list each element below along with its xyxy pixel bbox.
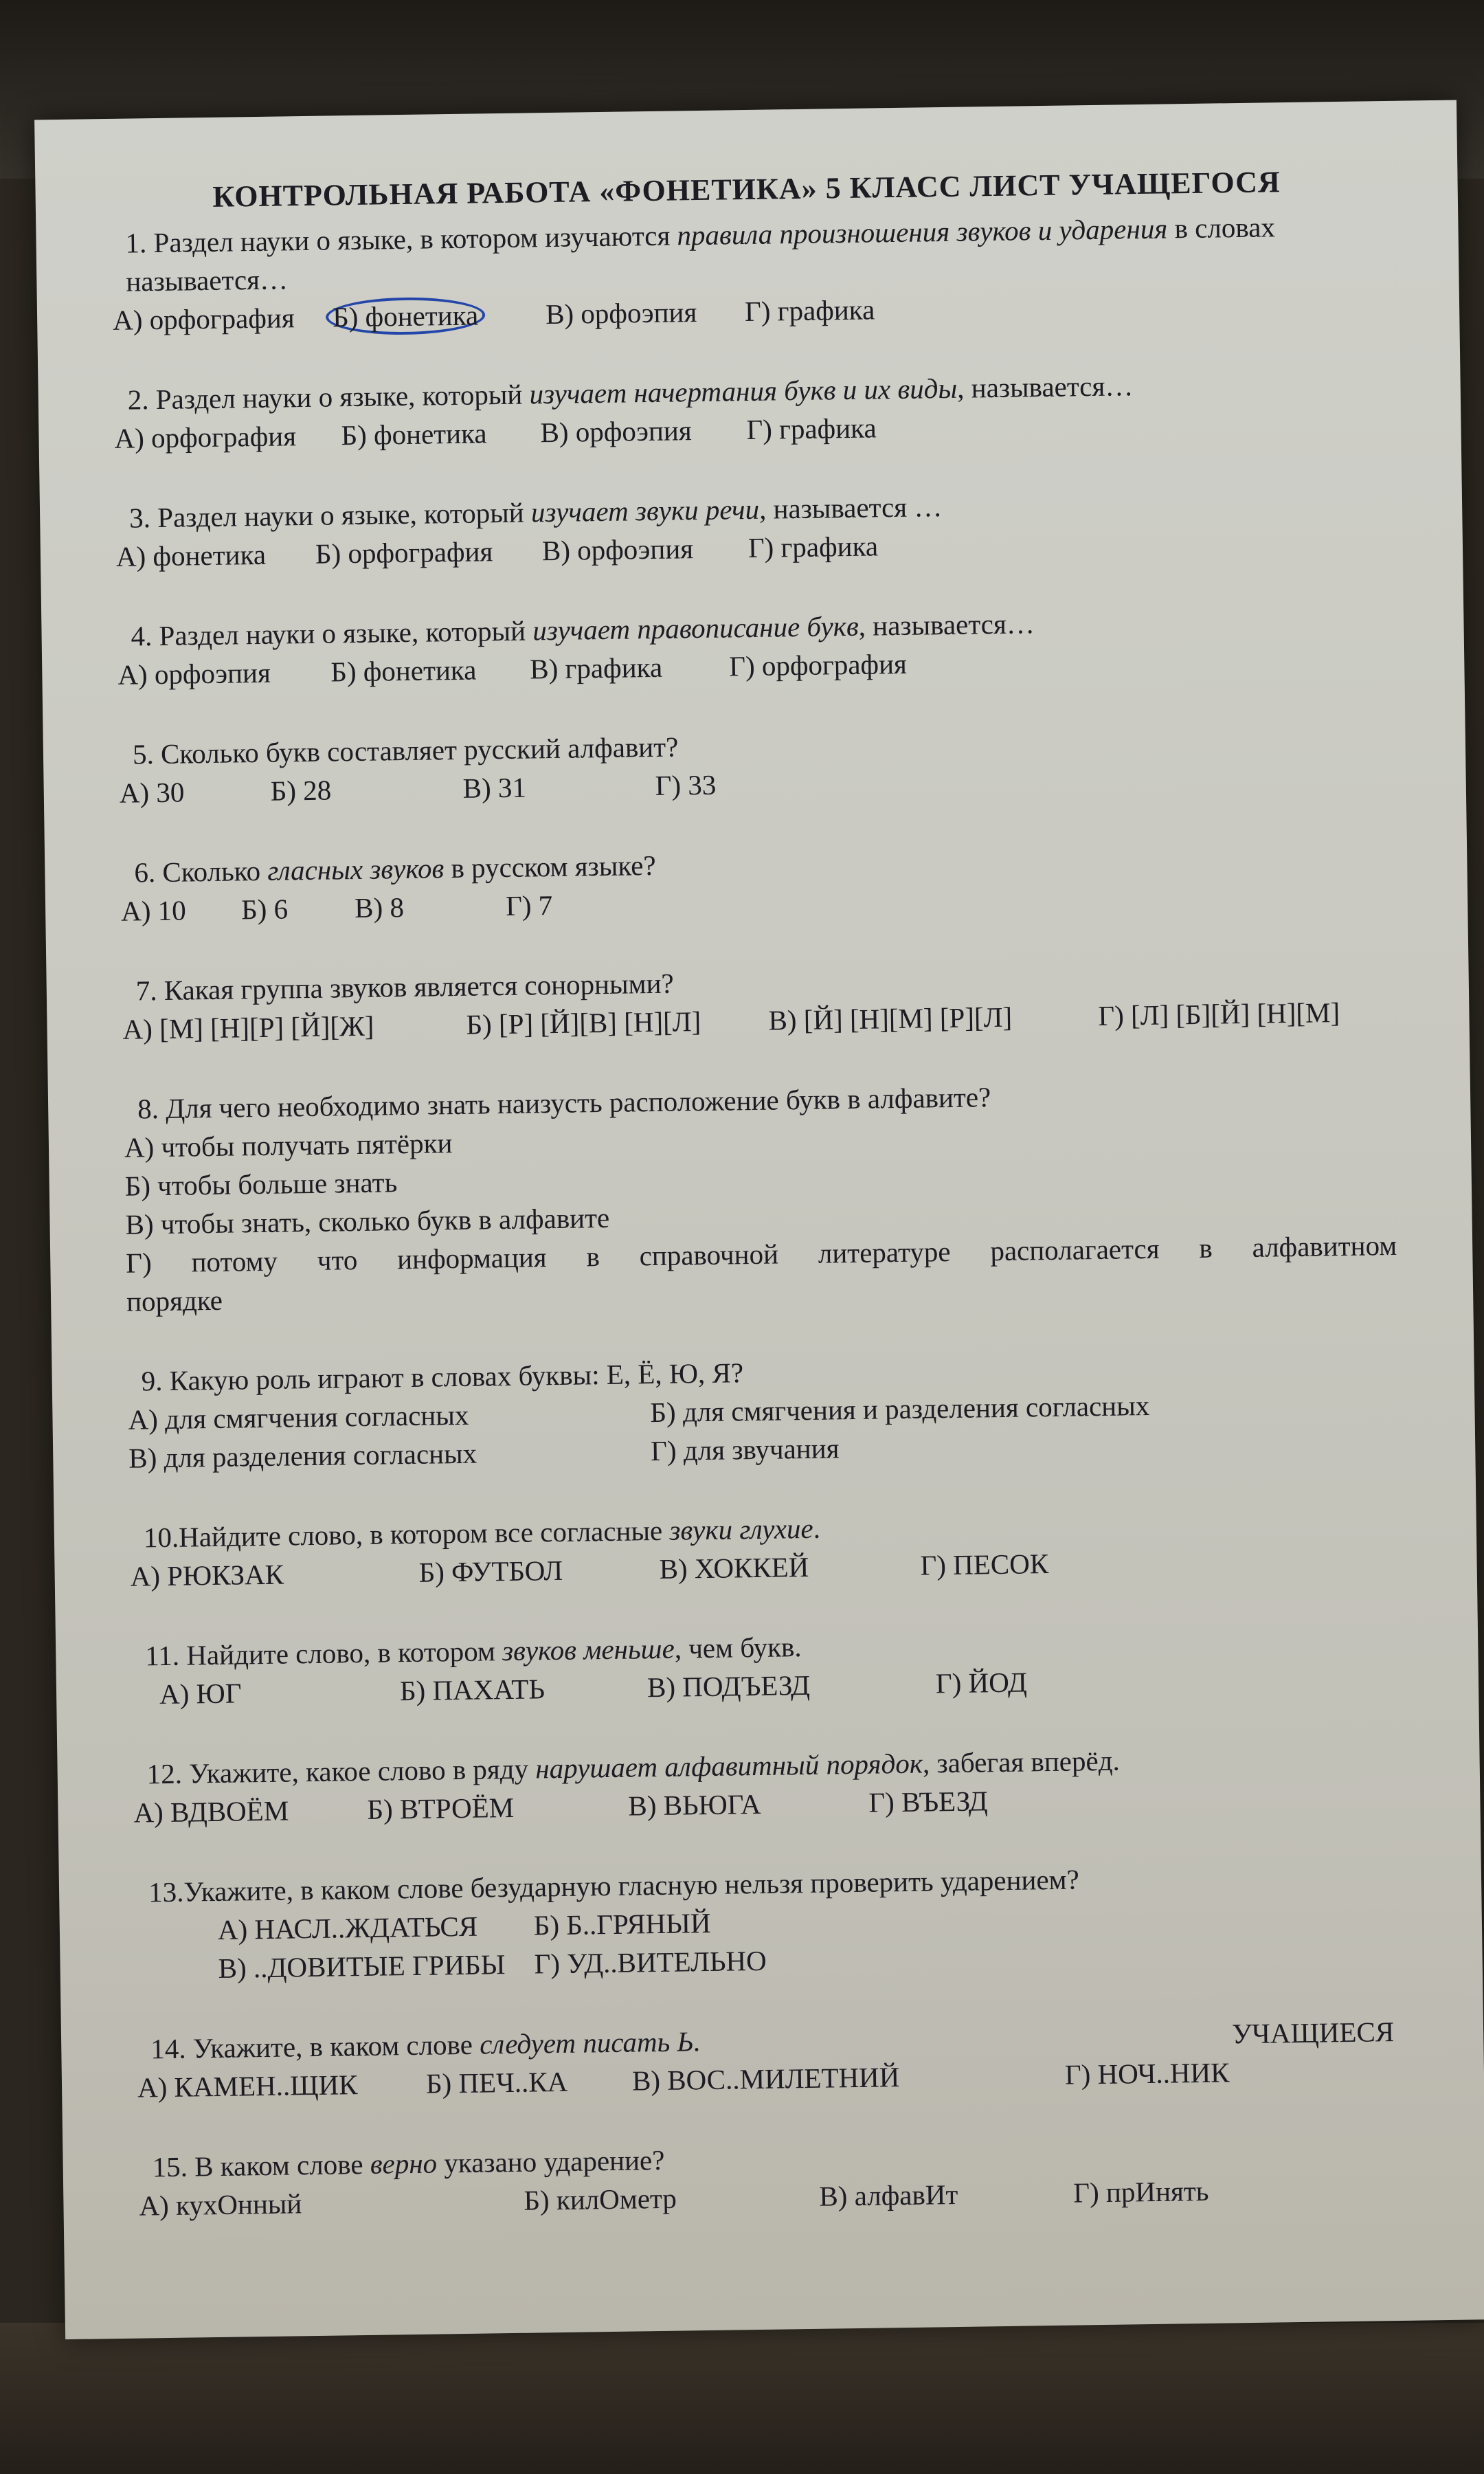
- option-b[interactable]: Б) ФУТБОЛ: [418, 1554, 563, 1588]
- option-a[interactable]: А) 30: [119, 776, 185, 809]
- option-a[interactable]: А) ВДВОЁМ: [133, 1794, 289, 1829]
- option-a[interactable]: А) для смягчения согласных: [128, 1398, 469, 1436]
- option-d[interactable]: Г) графика: [747, 530, 879, 564]
- question-10-text: 10.Найдите слово, в котором все согласные звуки глухие.: [143, 1512, 821, 1554]
- option-c[interactable]: В) орфоэпия: [545, 296, 697, 331]
- floor-background-bottom: [0, 2323, 1484, 2474]
- question-7: [122, 954, 1393, 1049]
- option-a[interactable]: А) КАМЕН..ЩИК: [137, 2069, 358, 2104]
- option-a[interactable]: А) [М] [Н][Р] [Й][Ж]: [122, 1010, 374, 1045]
- question-11: [131, 1619, 1403, 1714]
- option-d[interactable]: Г) прИнять: [1073, 2174, 1209, 2209]
- option-c[interactable]: В) ПОДЪЕЗД: [647, 1669, 811, 1704]
- option-d[interactable]: Г) ЙОД: [935, 1666, 1028, 1700]
- option-a[interactable]: А) орфография: [112, 302, 295, 336]
- option-d[interactable]: Г) 33: [655, 768, 717, 801]
- option-c[interactable]: В) 31: [462, 771, 527, 804]
- option-d[interactable]: Г) графика: [744, 293, 875, 328]
- question-12-text: 12. Укажите, какое слово в ряду нарушает алфавитный порядок, забегая вперёд.: [146, 1744, 1121, 1790]
- question-3-text: 3. Раздел науки о языке, который изучает звуки речи, называется …: [128, 491, 943, 534]
- question-9: [127, 1344, 1399, 1478]
- option-c[interactable]: В) ВЬЮГА: [628, 1787, 761, 1822]
- option-b[interactable]: Б) фонетика: [341, 417, 487, 452]
- question-8: [124, 1072, 1398, 1321]
- option-b-selected[interactable]: [326, 295, 546, 336]
- option-a[interactable]: А) орфография: [114, 420, 297, 454]
- option-d[interactable]: Г) НОЧ..НИК: [1064, 2056, 1230, 2091]
- option-a[interactable]: А) НАСЛ..ЖДАТЬСЯ: [217, 1910, 478, 1946]
- question-14-text: 14. Укажите, в каком слове следует писать Ь. УЧАЩИЕСЯ: [150, 2012, 1408, 2069]
- option-a[interactable]: А) 10: [120, 894, 187, 927]
- question-6-text: 6. Сколько гласных звуков в русском языке?: [134, 849, 656, 889]
- question-3: [115, 481, 1387, 576]
- question-7-text: 7. Какая группа звуков является сонорными?: [135, 967, 675, 1007]
- question-6: [120, 836, 1392, 930]
- option-b[interactable]: Б) ПАХАТЬ: [399, 1673, 546, 1707]
- question-12: [133, 1737, 1404, 1832]
- question-2: [113, 363, 1385, 458]
- option-d[interactable]: Г) потому что информация в справочной литературе располагается в алфавитном: [126, 1229, 1397, 1279]
- option-d[interactable]: Г) 7: [505, 889, 553, 922]
- option-c[interactable]: В) орфоэпия: [540, 414, 692, 449]
- option-a[interactable]: А) орфоэпия: [117, 656, 271, 691]
- option-d[interactable]: Г) орфография: [728, 647, 908, 682]
- option-b[interactable]: Б) Б..ГРЯНЫЙ: [533, 1906, 711, 1941]
- option-d[interactable]: Г) ВЪЕЗД: [868, 1785, 988, 1818]
- option-d-continuation: порядке: [126, 1284, 223, 1317]
- option-b[interactable]: Б) чтобы больше знать: [124, 1166, 398, 1202]
- option-a[interactable]: А) фонетика: [115, 538, 267, 572]
- option-c[interactable]: В) 8: [354, 891, 405, 924]
- question-15: [138, 2130, 1410, 2225]
- option-c[interactable]: В) алфавИт: [819, 2178, 958, 2212]
- handwritten-like-note: УЧАЩИЕСЯ: [1231, 2016, 1395, 2050]
- option-c[interactable]: В) для разделения согласных: [128, 1437, 477, 1474]
- question-4: [117, 599, 1389, 694]
- option-c[interactable]: В) орфоэпия: [541, 533, 694, 567]
- option-a[interactable]: А) ЮГ: [159, 1677, 242, 1710]
- question-15-text: 15. В каком слове верно указано ударение?: [152, 2143, 665, 2183]
- test-sheet: [34, 100, 1484, 2340]
- option-b[interactable]: Б) ВТРОЁМ: [367, 1791, 515, 1825]
- option-b[interactable]: Б) фонетика: [330, 654, 477, 688]
- question-8-text: 8. Для чего необходимо знать наизусть расположение букв в алфавите?: [137, 1081, 991, 1125]
- option-d[interactable]: Г) ПЕСОК: [920, 1548, 1049, 1581]
- question-13: [135, 1855, 1407, 1989]
- option-b[interactable]: Б) 6: [240, 893, 289, 926]
- option-c[interactable]: В) ХОККЕЙ: [659, 1550, 809, 1585]
- question-11-text: 11. Найдите слово, в котором звуков меньше, чем букв.: [145, 1631, 802, 1672]
- question-5-text: 5. Сколько букв составляет русский алфавит?: [132, 731, 679, 770]
- option-d[interactable]: Г) графика: [746, 412, 877, 446]
- option-c[interactable]: В) ..ДОВИТЫЕ ГРИБЫ: [218, 1948, 506, 1984]
- option-c[interactable]: В) [Й] [Н][М] [Р][Л]: [768, 1001, 1013, 1036]
- option-d[interactable]: Г) [Л] [Б][Й] [Н][М]: [1098, 996, 1340, 1032]
- option-b[interactable]: Б) для смягчения и разделения согласных: [650, 1389, 1150, 1429]
- question-14: [137, 2012, 1408, 2107]
- question-5: [119, 717, 1391, 812]
- option-c[interactable]: В) графика: [530, 651, 663, 685]
- option-c[interactable]: В) чтобы знать, сколько букв в алфавите: [125, 1201, 610, 1240]
- option-b[interactable]: Б) орфография: [315, 535, 493, 570]
- question-9-text: 9. Какую роль играют в словах буквы: Е, Ё, Ю, Я?: [141, 1357, 744, 1397]
- question-2-text: 2. Раздел науки о языке, который изучает начертания букв и их виды, называется…: [127, 370, 1134, 416]
- page-title: КОНТРОЛЬНАЯ РАБОТА «ФОНЕТИКА» 5 КЛАСС ЛИСТ УЧАЩЕГОСЯ: [212, 165, 1281, 214]
- option-a[interactable]: А) чтобы получать пятёрки: [124, 1127, 453, 1163]
- question-10: [130, 1501, 1402, 1596]
- option-a[interactable]: А) кухОнный: [139, 2187, 302, 2222]
- option-b[interactable]: Б) 28: [270, 774, 332, 807]
- option-b[interactable]: Б) килОметр: [524, 2182, 677, 2216]
- option-c[interactable]: В) ВОС..МИЛЕТНИЙ: [631, 2061, 900, 2097]
- question-1-text: 1. Раздел науки о языке, в котором изучаются правила произношения звуков и ударения в словах называется…: [125, 211, 1276, 298]
- pen-circle-mark: Б) фонетика: [326, 296, 486, 335]
- question-1: [111, 206, 1384, 339]
- option-b[interactable]: Б) ПЕЧ..КА: [425, 2065, 568, 2099]
- question-13-text: 13.Укажите, в каком слове безударную гласную нельзя проверить ударением?: [148, 1863, 1080, 1908]
- option-d[interactable]: Г) УД..ВИТЕЛЬНО: [534, 1944, 767, 1980]
- option-b[interactable]: Б) [Р] [Й][В] [Н][Л]: [466, 1005, 701, 1040]
- question-4-text: 4. Раздел науки о языке, который изучает правописание букв, называется…: [131, 608, 1035, 652]
- option-a[interactable]: А) РЮКЗАК: [130, 1558, 284, 1592]
- option-d[interactable]: Г) для звучания: [650, 1432, 840, 1467]
